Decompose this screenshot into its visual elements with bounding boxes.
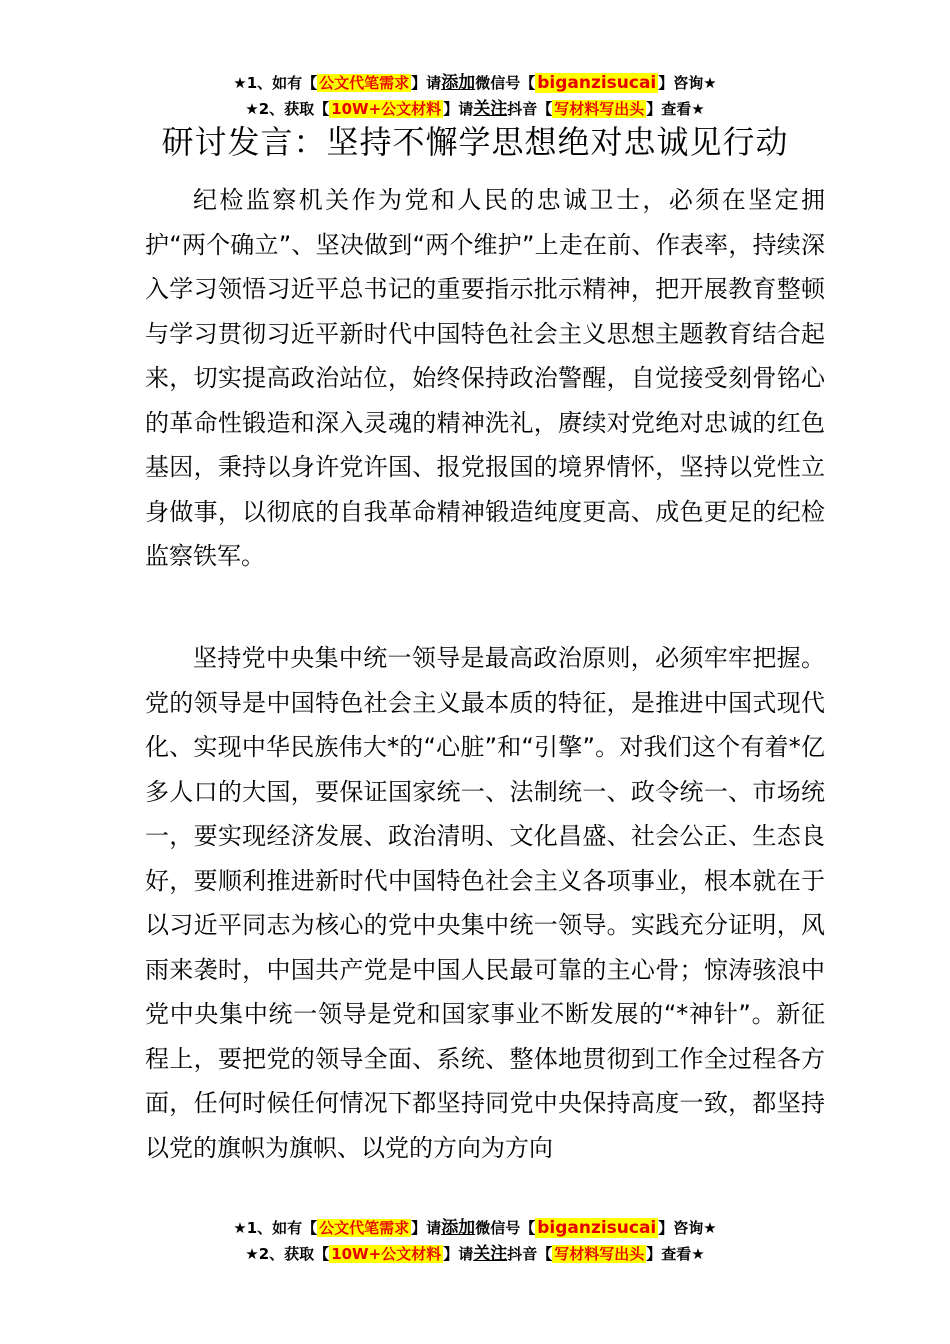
promo-text: ★1、如有【: [233, 74, 318, 92]
body-paragraph-1-container: [145, 178, 825, 579]
body-paragraph: 坚持党中央集中统一领导是最高政治原则，必须牢牢把握。党的领导是中国特色社会主义最本质的特征，是推进中国式现代化、实现中华民族伟大*的“心脏”和“引擎”。对我们这个有着*亿多人口的大国，要保证国家统一、法制统一、政令统一、市场统一，要实现经济发展、政治清明、文化昌盛、社会公正、生态良好，要顺利推进新时代中国特色社会主义各项事业，根本就在于以习近平同志为核心的党中央集中统一领导。实践充分证明，风雨来袭时，中国共产党是中国人民最可靠的主心骨；惊涛骇浪中党中央集中统一领导是党和国家事业不断发展的“*神针”。新征程上，要把党的领导全面、系统、整体地贯彻到工作全过程各方面，任何时候任何情况下都坚持同党中央保持高度一致，都坚持以党的旗帜为旗帜、以党的方向为方向: [145, 644, 825, 1162]
promo-text: 】查看★: [646, 1245, 705, 1263]
promo-text: ★2、获取【: [245, 1245, 330, 1263]
body-paragraph-2-container: [145, 636, 825, 1170]
promo-underlined-text: 添加: [441, 73, 476, 93]
promo-text: ★2、获取【: [245, 100, 330, 118]
promo-douyin-id: 写材料写出头: [554, 1245, 645, 1263]
promo-text: 】请: [443, 1245, 474, 1263]
promo-underlined-text: 添加: [441, 1218, 476, 1238]
promo-highlight: 10W+公文材料: [331, 100, 442, 118]
promo-underlined-text: 关注: [473, 99, 508, 119]
promo-text: 】请: [411, 1219, 442, 1237]
footer-promo-banner: [0, 1215, 950, 1267]
promo-line-1: [0, 1215, 950, 1241]
body-paragraph: 纪检监察机关作为党和人民的忠诚卫士，必须在坚定拥护“两个确立”、坚决做到“两个维护”上走在前、作表率，持续深入学习领悟习近平总书记的重要指示批示精神，把开展教育整顿与学习贯彻习近平新时代中国特色社会主义思想主题教育结合起来，切实提高政治站位，始终保持政治警醒，自觉接受刻骨铭心的革命性锻造和深入灵魂的精神洗礼，赓续对党绝对忠诚的红色基因，秉持以身许党许国、报党报国的境界情怀，坚持以党性立身做事，以彻底的自我革命精神锻造纯度更高、成色更足的纪检监察铁军。: [145, 186, 825, 570]
promo-highlight: 公文代笔需求: [319, 1219, 410, 1237]
promo-wechat-id: biganzisucai: [537, 73, 657, 93]
promo-text: 】查看★: [646, 100, 705, 118]
promo-text: 】咨询★: [658, 74, 717, 92]
header-promo-banner: [0, 70, 950, 122]
promo-text: 抖音【: [507, 100, 553, 118]
promo-highlight: 10W+公文材料: [331, 1245, 442, 1263]
promo-douyin-id: 写材料写出头: [554, 100, 645, 118]
promo-text: 】请: [443, 100, 474, 118]
promo-text: 微信号【: [475, 1219, 536, 1237]
promo-line-2: [0, 1241, 950, 1267]
promo-text: 微信号【: [475, 74, 536, 92]
promo-line-1: [0, 70, 950, 96]
promo-wechat-id: biganzisucai: [537, 1218, 657, 1238]
promo-underlined-text: 关注: [473, 1244, 508, 1264]
promo-text: ★1、如有【: [233, 1219, 318, 1237]
promo-text: 抖音【: [507, 1245, 553, 1263]
document-title: 研讨发言：坚持不懈学思想绝对忠诚见行动: [161, 123, 789, 161]
promo-highlight: 公文代笔需求: [319, 74, 410, 92]
promo-text: 】请: [411, 74, 442, 92]
promo-text: 】咨询★: [658, 1219, 717, 1237]
